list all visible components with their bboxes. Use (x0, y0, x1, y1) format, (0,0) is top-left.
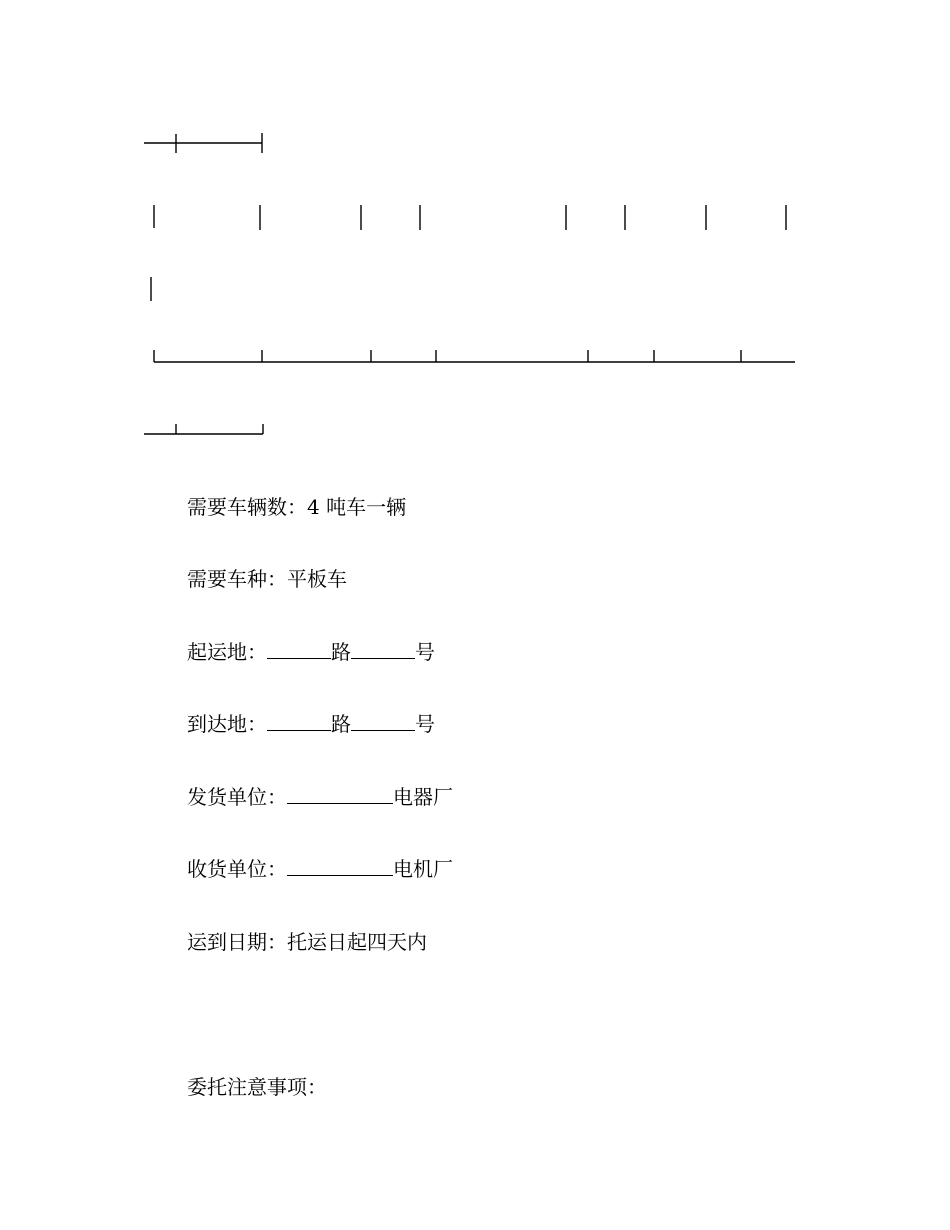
destination-road-blank (267, 714, 331, 731)
destination-number-blank (351, 714, 415, 731)
shipper-line (187, 787, 453, 807)
destination-number-suffix: 号 (415, 712, 435, 736)
vehicle-type-value: 平板车 (287, 567, 347, 591)
shipper-label: 发货单位： (187, 785, 287, 809)
vehicle-type-label: 需要车种： (187, 567, 287, 591)
destination-label: 到达地： (187, 712, 267, 736)
origin-label: 起运地： (187, 640, 267, 664)
notes-heading: 委托注意事项： (187, 1075, 327, 1099)
shipper-suffix: 电器厂 (393, 785, 453, 809)
destination-road-suffix: 路 (331, 712, 351, 736)
origin-road-blank (267, 642, 331, 659)
shipper-blank (287, 787, 393, 804)
delivery-date-label: 运到日期： (187, 930, 287, 954)
receiver-suffix: 电机厂 (393, 857, 453, 881)
vehicle-count-value: 4 吨车一辆 (307, 495, 407, 519)
origin-line (187, 642, 435, 662)
delivery-date-line (187, 932, 427, 952)
table-row-border (154, 350, 795, 362)
origin-number-suffix: 号 (415, 640, 435, 664)
origin-number-blank (351, 642, 415, 659)
receiver-blank (287, 859, 393, 876)
destination-line (187, 714, 435, 734)
vehicle-count-label: 需要车辆数： (187, 495, 307, 519)
table-column-dividers (154, 205, 786, 230)
table-top-border (144, 133, 262, 153)
vehicle-count-line (187, 497, 406, 517)
origin-road-suffix: 路 (331, 640, 351, 664)
table-border-fragments (0, 0, 950, 440)
table-bottom-border (144, 424, 263, 434)
vehicle-type-line (187, 569, 347, 589)
receiver-label: 收货单位： (187, 857, 287, 881)
receiver-line (187, 859, 453, 879)
delivery-date-value: 托运日起四天内 (287, 930, 427, 954)
